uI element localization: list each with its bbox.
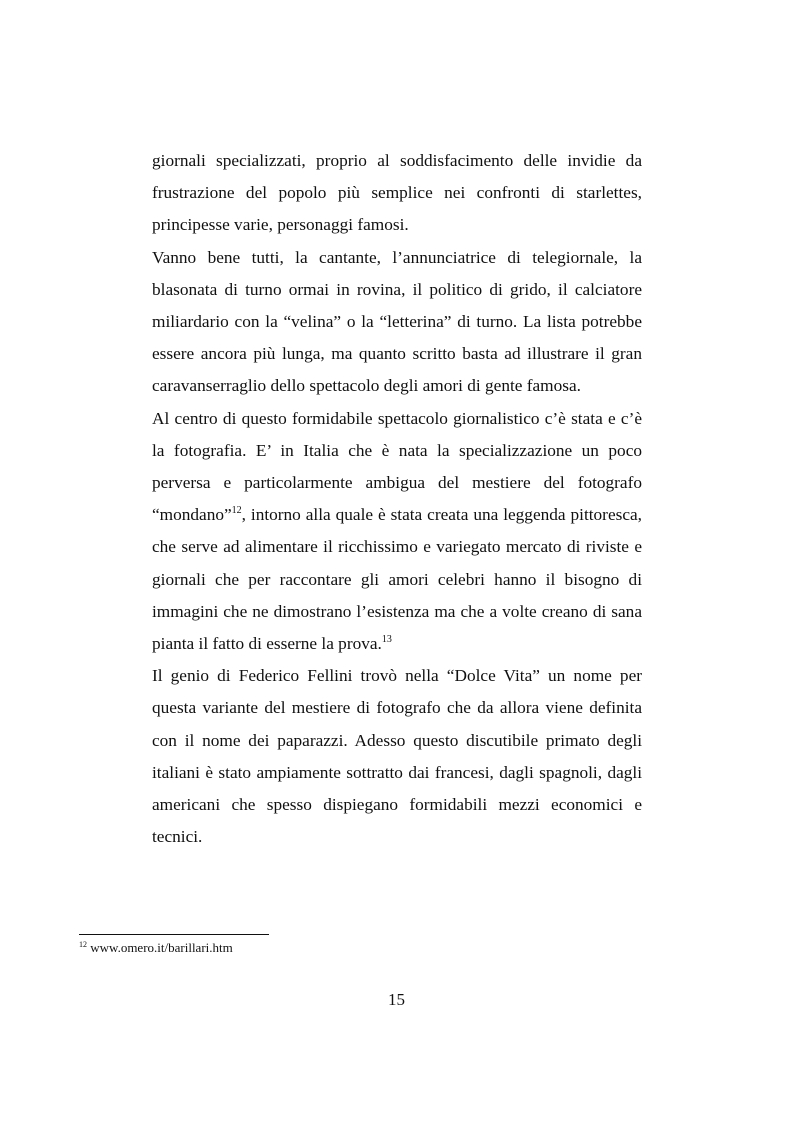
body-text xyxy=(152,145,642,853)
paragraph-text: Al centro di questo formidabile spettacolo giornalistico c’è stata e c’è la fotografia. E’ in Italia che è nata la specializzazione un poco perversa e particolarmente ambigua del mestiere del fotografo “mondano” xyxy=(152,408,642,525)
paragraph xyxy=(152,403,642,661)
paragraph-text: Vanno bene tutti, la cantante, l’annunciatrice di telegiornale, la blasonata di turno ormai in rovina, il politico di grido, il calciatore miliardario con la “velina” o la “letterina” di turno. La lista potrebbe essere ancora più lunga, ma quanto scritto basta ad illustrare il gran caravanserraglio dello spettacolo degli amori di gente famosa. xyxy=(152,247,642,396)
paragraph xyxy=(152,660,642,853)
footnote-reference: 12 xyxy=(231,505,242,517)
paragraph xyxy=(152,242,642,403)
footnote-reference: 13 xyxy=(381,634,392,646)
footnote-text: www.omero.it/barillari.htm xyxy=(87,940,233,955)
paragraph xyxy=(152,145,642,242)
footnote-divider xyxy=(79,934,269,935)
paragraph-text: Il genio di Federico Fellini trovò nella “Dolce Vita” un nome per questa variante del mestiere di fotografo che da allora viene definita con il nome dei paparazzi. Adesso questo discutibile primato degli italiani è stato ampiamente sottratto dai francesi, dagli spagnoli, dagli americani che spesso dispiegano formidabili mezzi economici e tecnici. xyxy=(152,666,642,847)
paragraph-text: , intorno alla quale è stata creata una leggenda pittoresca, che serve ad alimentare il ricchissimo e variegato mercato di riviste e giornali che per raccontare gli amori celebri hanno il bisogno di immagini che ne dimostrano l’esistenza ma che a volte creano di sana pianta il fatto di esserne la prova. xyxy=(152,505,642,654)
footnote xyxy=(79,940,233,956)
page-number: 15 xyxy=(388,990,405,1009)
footnote-marker: 12 xyxy=(79,940,87,949)
paragraph-text: giornali specializzati, proprio al soddisfacimento delle invidie da frustrazione del popolo più semplice nei confronti di starlettes, principesse varie, personaggi famosi. xyxy=(152,151,642,235)
